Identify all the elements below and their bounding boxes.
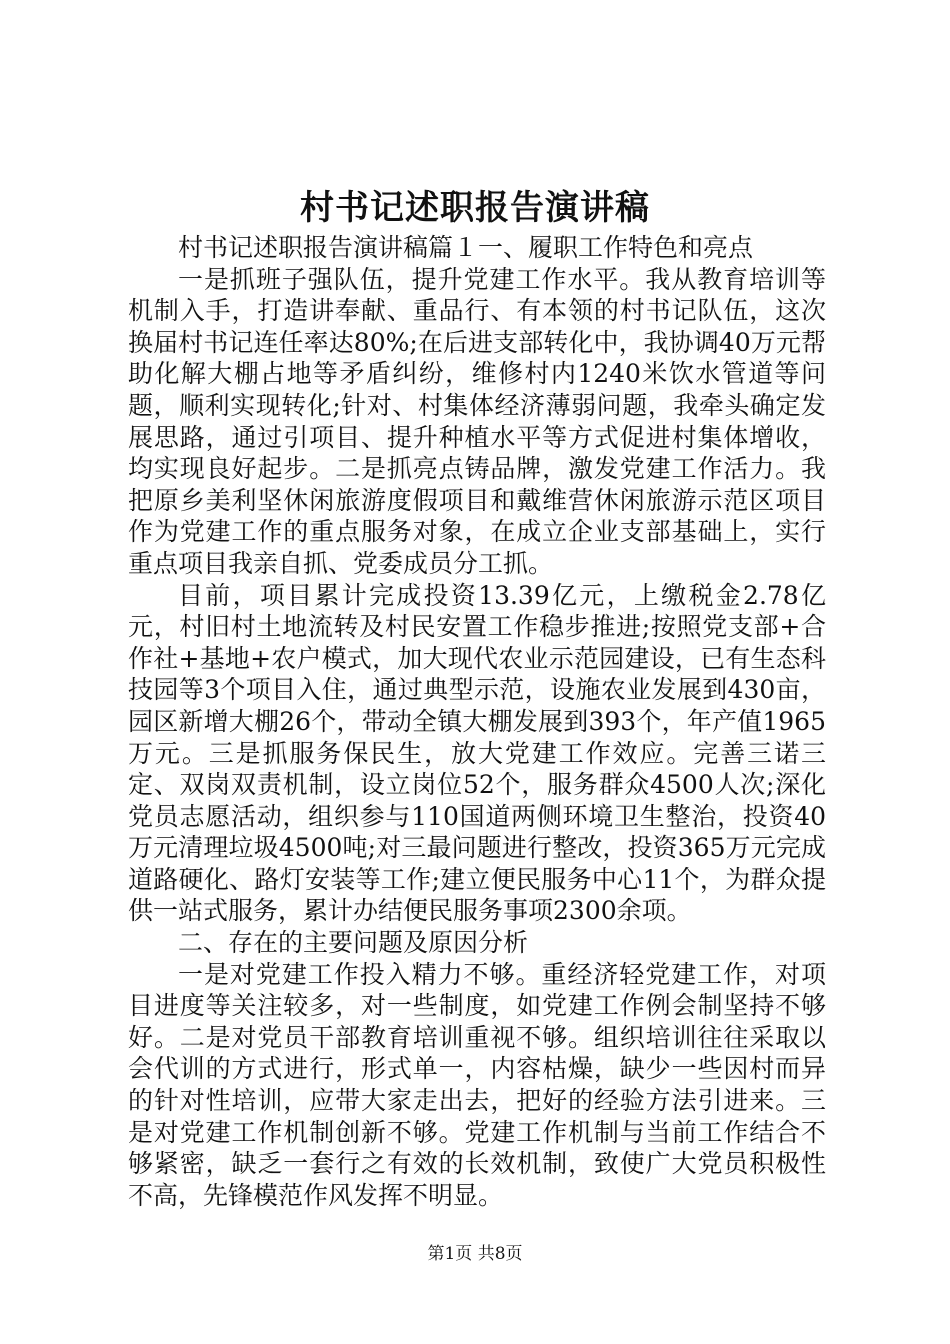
paragraph-heading-2: 二、存在的主要问题及原因分析	[178, 928, 529, 958]
paragraph: 目前，项目累计完成投资13.39亿元，上缴税金2.78亿元，村旧村土地流转及村民安置工作稳步推进;按照党支部+合作社+基地+农户模式，加大现代农业示范园建设，已有生态科技园等3个项目入住，通过典型示范，设施农业发展到430亩，园区新增大棚26个，带动全镇大棚发展到393个，年产值1965万元。三是抓服务保民生，放大党建工作效应。完善三诺三定、双岗双责机制，设立岗位52个，服务群众4500人次;深化党员志愿活动，组织参与110国道两侧环境卫生整治，投资40万元清理垃圾4500吨;对三最问题进行整改，投资365万元完成道路硬化、路灯安装等工作;建立便民服务中心11个，为群众提供一站式服务，累计办结便民服务事项2300余项。	[128, 580, 826, 926]
page-footer: 第1页 共8页	[427, 1244, 523, 1264]
paragraph-heading-1: 村书记述职报告演讲稿篇１一、履职工作特色和亮点	[178, 233, 754, 262]
document-title: 村书记述职报告演讲稿	[300, 188, 650, 228]
paragraph: 一是对党建工作投入精力不够。重经济轻党建工作，对项目进度等关注较多，对一些制度，如党建工作例会制坚持不够好。二是对党员干部教育培训重视不够。组织培训往往采取以会代训的方式进行，形式单一，内容枯燥，缺少一些因村而异的针对性培训，应带大家走出去，把好的经验方法引进来。三是对党建工作机制创新不够。党建工作机制与当前工作结合不够紧密，缺乏一套行之有效的长效机制，致使广大党员积极性不高，先锋模范作风发挥不明显。	[128, 959, 826, 1210]
paragraph: 一是抓班子强队伍，提升党建工作水平。我从教育培训等机制入手，打造讲奉献、重品行、有本领的村书记队伍，这次换届村书记连任率达80%;在后进支部转化中，我协调40万元帮助化解大棚占地等矛盾纠纷，维修村内1240米饮水管道等问题，顺利实现转化;针对、村集体经济薄弱问题，我牵头确定发展思路，通过引项目、提升种植水平等方式促进村集体增收，均实现良好起步。二是抓亮点铸品牌，激发党建工作活力。我把原乡美利坚休闲旅游度假项目和戴维营休闲旅游示范区项目作为党建工作的重点服务对象，在成立企业支部基础上，实行重点项目我亲自抓、党委成员分工抓。	[128, 264, 826, 578]
document-body	[128, 232, 826, 1211]
